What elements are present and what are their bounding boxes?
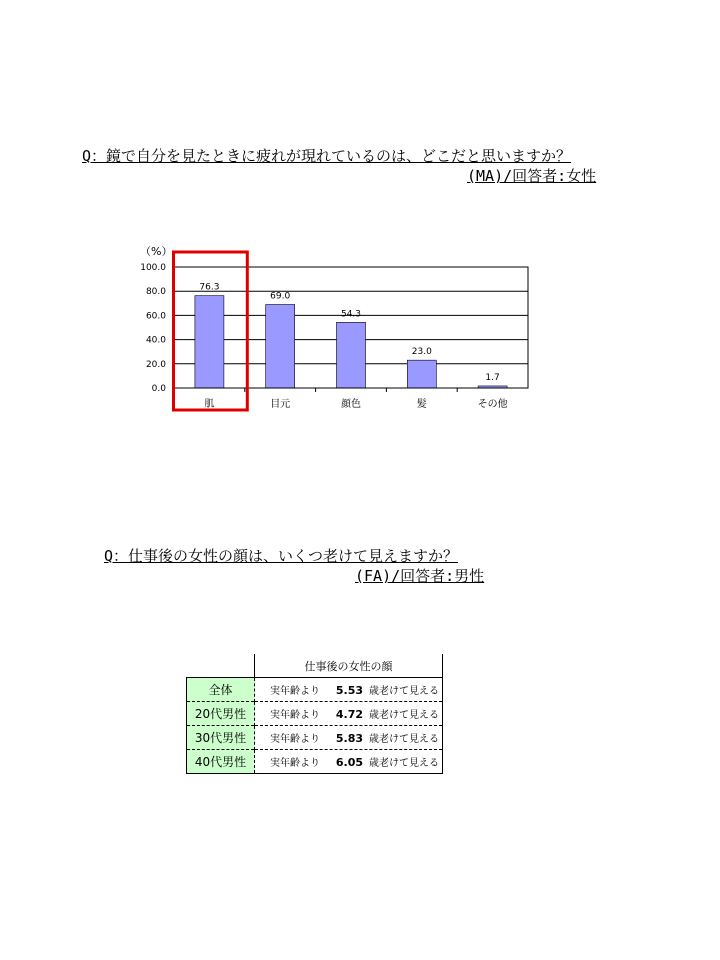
question-2-subtitle: (FA)/回答者:男性 bbox=[355, 567, 485, 585]
value-cell bbox=[255, 702, 443, 726]
y-tick-label: 20.0 bbox=[145, 359, 166, 370]
suffix-text: 歳老けて見える bbox=[369, 686, 439, 697]
x-tick-label: その他 bbox=[477, 399, 508, 410]
x-tick-label: 髪 bbox=[416, 399, 427, 410]
y-tick-label: 40.0 bbox=[145, 335, 166, 346]
bar bbox=[407, 360, 436, 388]
bar bbox=[266, 305, 295, 388]
question-2-title: Q：仕事後の女性の顔は、いくつ老けて見えますか？ bbox=[104, 547, 459, 565]
age-table bbox=[186, 654, 443, 774]
group-label: 20代男性 bbox=[187, 702, 255, 726]
years-value: 4.72 bbox=[335, 708, 363, 721]
table-row bbox=[187, 678, 443, 702]
bar bbox=[337, 322, 366, 388]
x-tick-label: 肌 bbox=[204, 399, 215, 410]
y-tick-label: 0.0 bbox=[151, 384, 166, 394]
bar bbox=[195, 296, 224, 388]
prefix-text: 実年齢より bbox=[270, 734, 320, 745]
data-label: 69.0 bbox=[270, 291, 291, 302]
y-tick-label: 100.0 bbox=[140, 263, 166, 273]
question-1-title: Q：鏡で自分を見たときに疲れが現れているのは、どこだと思いますか？ bbox=[82, 147, 572, 165]
prefix-text: 実年齢より bbox=[270, 686, 320, 697]
group-label: 全体 bbox=[187, 678, 255, 702]
table-corner bbox=[187, 654, 255, 678]
years-value: 5.83 bbox=[335, 732, 363, 745]
question-1-subtitle: (MA)/回答者:女性 bbox=[467, 167, 597, 185]
table-header: 仕事後の女性の顔 bbox=[255, 654, 443, 678]
suffix-text: 歳老けて見える bbox=[369, 758, 439, 769]
y-axis-label: （%） bbox=[140, 245, 173, 258]
data-label: 1.7 bbox=[485, 372, 500, 383]
prefix-text: 実年齢より bbox=[270, 710, 320, 721]
x-tick-label: 顔色 bbox=[341, 399, 361, 410]
table-row bbox=[187, 702, 443, 726]
group-label: 30代男性 bbox=[187, 726, 255, 750]
bars bbox=[195, 283, 508, 410]
value-cell bbox=[255, 750, 443, 774]
x-tick-label: 目元 bbox=[270, 399, 291, 410]
suffix-text: 歳老けて見える bbox=[369, 734, 439, 745]
years-value: 6.05 bbox=[335, 756, 363, 769]
bar-chart bbox=[130, 240, 550, 420]
y-axis-ticks bbox=[140, 263, 166, 394]
value-cell bbox=[255, 726, 443, 750]
prefix-text: 実年齢より bbox=[270, 758, 320, 769]
y-tick-label: 60.0 bbox=[145, 311, 166, 322]
group-label: 40代男性 bbox=[187, 750, 255, 774]
y-tick-label: 80.0 bbox=[145, 287, 166, 298]
table-row bbox=[187, 726, 443, 750]
table-row bbox=[187, 750, 443, 774]
data-label: 76.3 bbox=[199, 282, 220, 293]
data-label: 54.3 bbox=[340, 309, 362, 320]
years-value: 5.53 bbox=[335, 684, 363, 697]
suffix-text: 歳老けて見える bbox=[369, 710, 439, 721]
data-label: 23.0 bbox=[411, 347, 432, 358]
value-cell bbox=[255, 678, 443, 702]
